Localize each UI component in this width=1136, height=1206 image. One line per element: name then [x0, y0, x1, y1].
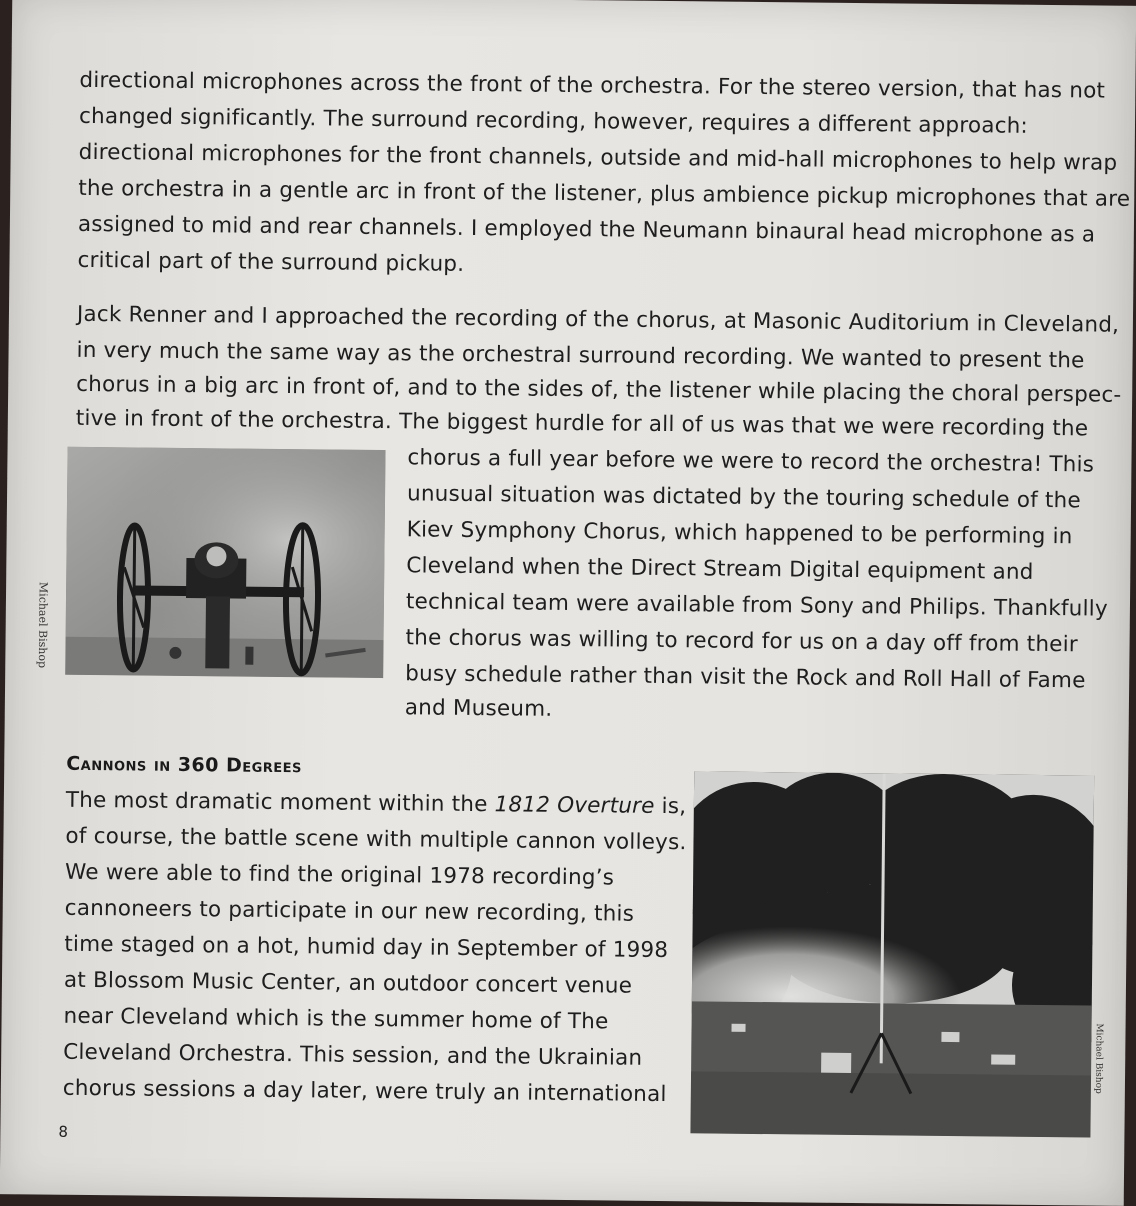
text-line: changed significantly. The surround recording, however, requires a different approach:: [78, 103, 1029, 139]
photo-credit-1: Michael Bishop: [35, 581, 50, 669]
text-span: is,: [654, 793, 687, 820]
italic-title: 1812 Overture: [494, 792, 655, 819]
text-line: technical team were available from Sony and Philips. Thankfully: [405, 589, 1108, 622]
text-span: The most dramatic moment within the: [65, 787, 495, 818]
trees-smoke-illustration: [690, 771, 1094, 1137]
text-line: near Cleveland which is the summer home of The: [63, 1003, 609, 1035]
photo-credit-2: Michael Bishop: [1093, 1023, 1104, 1094]
text-line: directional microphones for the front channels, outside and mid-hall microphones to help wrap: [78, 139, 1118, 176]
paragraph-1: [12, 0, 1136, 277]
text-line: cannoneers to participate in our new recording, this: [64, 895, 635, 927]
text-line: Jack Renner and I approached the recording of the chorus, at Masonic Auditorium in Cleveland,: [76, 301, 1120, 338]
text-line: chorus a full year before we were to record the orchestra! This: [407, 445, 1095, 478]
text-line: tive in front of the orchestra. The biggest hurdle for all of us was that we were recording the: [75, 405, 1089, 442]
text-line: unusual situation was dictated by the touring schedule of the: [406, 481, 1081, 514]
text-line: assigned to mid and rear channels. I employed the Neumann binaural head microphone as a: [77, 211, 1096, 248]
text-line: Cleveland Orchestra. This session, and the Ukrainian: [63, 1039, 643, 1071]
text-line: [66, 783, 687, 824]
text-line: the orchestra in a gentle arc in front of the listener, plus ambience pickup microphones that are: [78, 175, 1131, 212]
text-line: and Museum.: [404, 695, 553, 722]
cannon-photo: [65, 447, 385, 678]
text-line: busy schedule rather than visit the Rock and Roll Hall of Fame: [405, 661, 1086, 694]
text-line: chorus in a big arc in front of, and to the sides of, the listener while placing the choral perspec-: [76, 371, 1122, 408]
text-line: of course, the battle scene with multiple cannon volleys.: [65, 823, 687, 856]
section-heading: Cannons in 360 Degrees: [66, 752, 303, 778]
text-line: at Blossom Music Center, an outdoor concert venue: [63, 967, 633, 999]
cannon-illustration: [65, 447, 385, 678]
text-line: time staged on a hot, humid day in September of 1998: [64, 931, 669, 964]
text-line: Kiev Symphony Chorus, which happened to be performing in: [406, 517, 1073, 550]
text-line: Cleveland when the Direct Stream Digital equipment and: [406, 553, 1034, 585]
page-number: 8: [58, 1122, 69, 1141]
text-line: in very much the same way as the orchestral surround recording. We wanted to present the: [76, 337, 1085, 374]
text-line: directional microphones across the front of the orchestra. For the stereo version, that has not: [79, 67, 1106, 104]
text-line: critical part of the surround pickup.: [77, 247, 465, 277]
text-line: We were able to find the original 1978 recording’s: [64, 859, 615, 891]
text-line: chorus sessions a day later, were truly an international: [62, 1075, 667, 1108]
cannon-smoke-photo: [690, 771, 1094, 1137]
text-line: the chorus was willing to record for us on a day off from their: [405, 625, 1078, 658]
